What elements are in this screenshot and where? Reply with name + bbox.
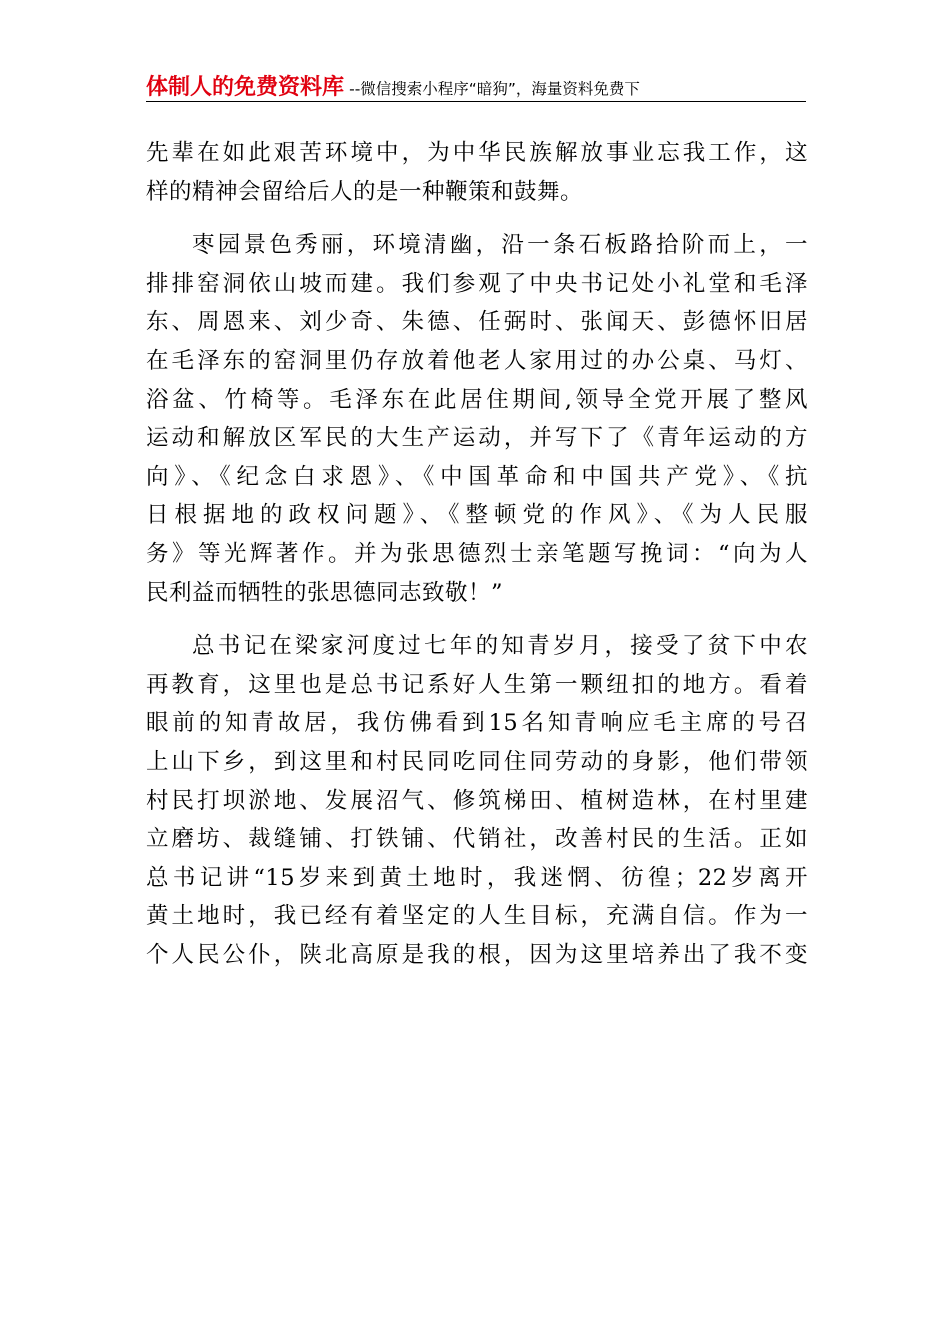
document-body	[146, 134, 808, 974]
header-divider	[146, 101, 806, 102]
text-line: 先辈在如此艰苦环境中，为中华民族解放事业忘我工作，这	[146, 140, 808, 166]
text-line: 在毛泽东的窑洞里仍存放着他老人家用过的办公桌、马灯、	[146, 347, 808, 374]
text-line: 黄土地时，我已经有着坚定的人生目标，充满自信。作为一	[146, 903, 808, 930]
text-line: 上山下乡，到这里和村民同吃同住同劳动的身影，他们带领	[146, 748, 808, 775]
text-line: 村民打坝淤地、发展沼气、修筑梯田、植树造林，在村里建	[146, 787, 808, 814]
text-line: 再教育，这里也是总书记系好人生第一颗纽扣的地方。看着	[146, 671, 808, 698]
text-line: 总书记讲“15岁来到黄土地时，我迷惘、彷徨；22岁离开	[146, 864, 808, 891]
paragraph-gap	[146, 211, 808, 226]
text-line: 个人民公仆，陕北高原是我的根，因为这里培养出了我不变	[146, 941, 808, 968]
text-line: 眼前的知青故居，我仿佛看到15名知青响应毛主席的号召	[146, 710, 808, 737]
page-header	[146, 70, 806, 104]
text-line: 务》等光辉著作。并为张思德烈士亲笔题写挽词：“向为人	[146, 540, 808, 567]
text-line: 民利益而牺牲的张思德同志致敬！”	[146, 579, 504, 606]
text-line: 立磨坊、裁缝铺、打铁铺、代销社，改善村民的生活。正如	[146, 826, 808, 853]
text-line: 样的精神会留给后人的是一种鞭策和鼓舞。	[146, 178, 584, 205]
paragraph-1	[146, 134, 808, 211]
text-line: 排排窑洞依山坡而建。我们参观了中央书记处小礼堂和毛泽	[146, 270, 808, 297]
text-line: 运动和解放区军民的大生产运动，并写下了《青年运动的方	[146, 425, 808, 452]
text-line: 枣园景色秀丽，环境清幽，沿一条石板路拾阶而上，一	[192, 232, 808, 259]
text-line: 浴盆、竹椅等。毛泽东在此居住期间,领导全党开展了整风	[146, 386, 808, 413]
text-line: 向》、《纪念白求恩》、《中国革命和中国共产党》、《抗	[146, 463, 808, 490]
header-tagline: --微信搜索小程序“暗狗”，海量资料免费下	[349, 80, 640, 98]
paragraph-gap	[146, 612, 808, 627]
text-line: 东、周恩来、刘少奇、朱德、任弼时、张闻天、彭德怀旧居	[146, 309, 808, 336]
text-line: 日根据地的政权问题》、《整顿党的作风》、《为人民服	[146, 502, 808, 529]
paragraph-2	[146, 226, 808, 612]
header-site-name: 体制人的免费资料库	[146, 75, 345, 100]
paragraph-3	[146, 627, 808, 974]
text-line: 总书记在梁家河度过七年的知青岁月，接受了贫下中农	[192, 633, 808, 660]
